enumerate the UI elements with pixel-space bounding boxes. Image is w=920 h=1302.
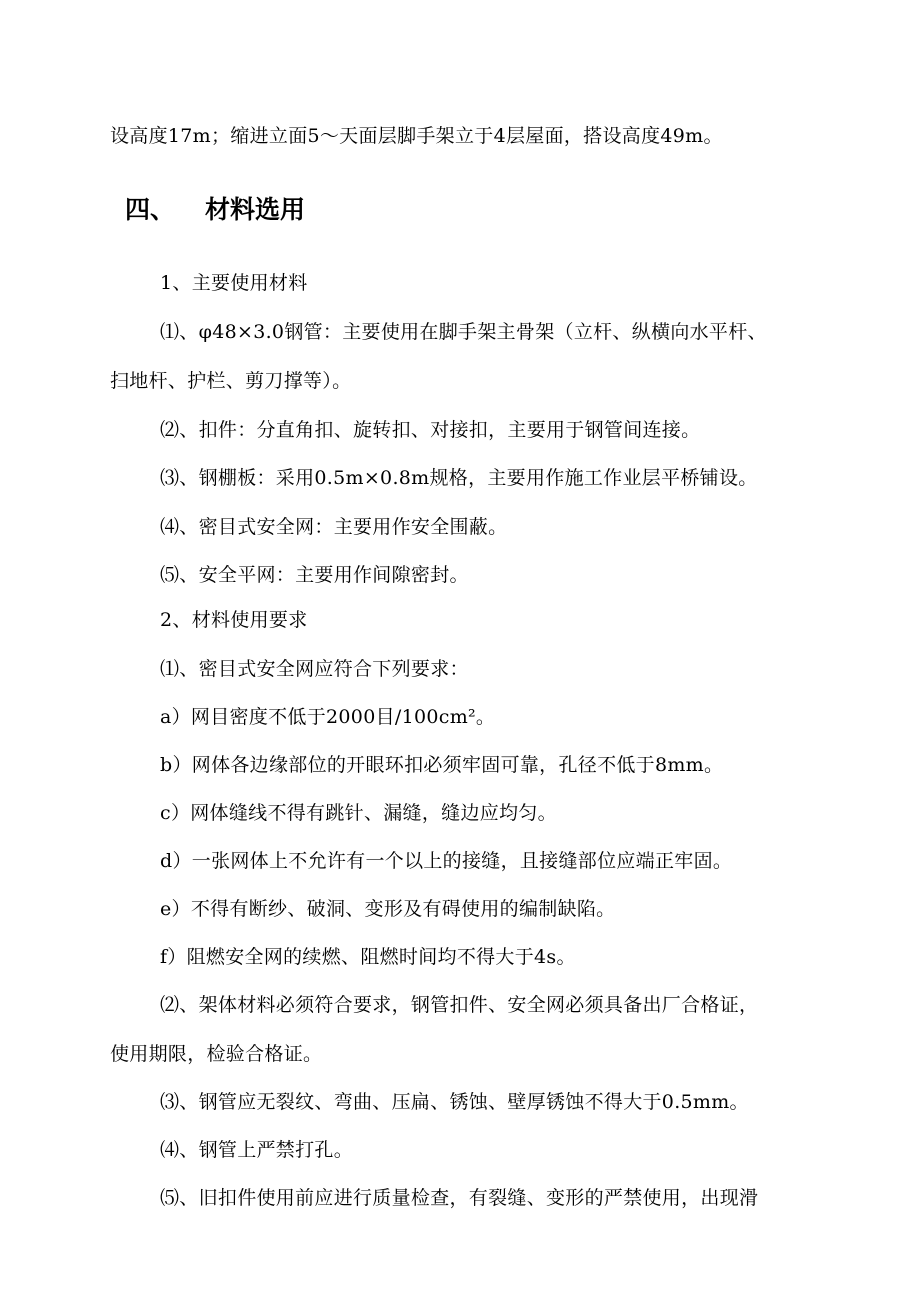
section-heading: [125, 194, 305, 226]
paragraph-line: ⑴、密目式安全网应符合下列要求：: [160, 658, 469, 680]
paragraph-line: ⑸、安全平网：主要用作间隙密封。: [160, 564, 469, 586]
paragraph-line: f）阻燃安全网的续燃、阻燃时间均不得大于4s。: [160, 946, 576, 968]
continuation-line: 设高度17m；缩进立面5～天面层脚手架立于4层屋面，搭设高度49m。: [110, 125, 723, 147]
paragraph-line: ⑵、扣件：分直角扣、旋转扣、对接扣，主要用于钢管间连接。: [160, 419, 701, 441]
paragraph-line: d）一张网体上不允许有一个以上的接缝，且接缝部位应端正牢固。: [160, 850, 733, 872]
paragraph-line: a）网目密度不低于2000目/100cm²。: [160, 706, 496, 728]
subsection-title-requirements: 2、材料使用要求: [160, 609, 308, 631]
subsection-title-materials: 1、主要使用材料: [160, 272, 308, 294]
section-number: 四、: [125, 195, 176, 224]
paragraph-line: 使用期限，检验合格证。: [110, 1043, 323, 1065]
paragraph-line: ⑶、钢棚板：采用0.5m×0.8m规格，主要用作施工作业层平桥铺设。: [160, 467, 758, 489]
paragraph-line: ⑴、φ48×3.0钢管：主要使用在脚手架主骨架（立杆、纵横向水平杆、: [160, 321, 767, 343]
paragraph-line: ⑷、密目式安全网：主要用作安全围蔽。: [160, 516, 508, 538]
paragraph-line: b）网体各边缘部位的开眼环扣必须牢固可靠，孔径不低于8mm。: [160, 754, 724, 776]
paragraph-line: 扫地杆、护栏、剪刀撑等）。: [110, 370, 352, 392]
paragraph-line: ⑵、架体材料必须符合要求，钢管扣件、安全网必须具备出厂合格证，: [160, 994, 759, 1016]
paragraph-line: e）不得有断纱、破洞、变形及有碍使用的编制缺陷。: [160, 898, 616, 920]
section-title: 材料选用: [205, 195, 306, 224]
paragraph-line: ⑸、旧扣件使用前应进行质量检查，有裂缝、变形的严禁使用，出现滑: [160, 1187, 759, 1209]
paragraph-line: c）网体缝线不得有跳针、漏缝，缝边应均匀。: [160, 802, 557, 824]
paragraph-line: ⑷、钢管上严禁打孔。: [160, 1139, 354, 1161]
paragraph-line: ⑶、钢管应无裂纹、弯曲、压扁、锈蚀、壁厚锈蚀不得大于0.5mm。: [160, 1091, 749, 1113]
